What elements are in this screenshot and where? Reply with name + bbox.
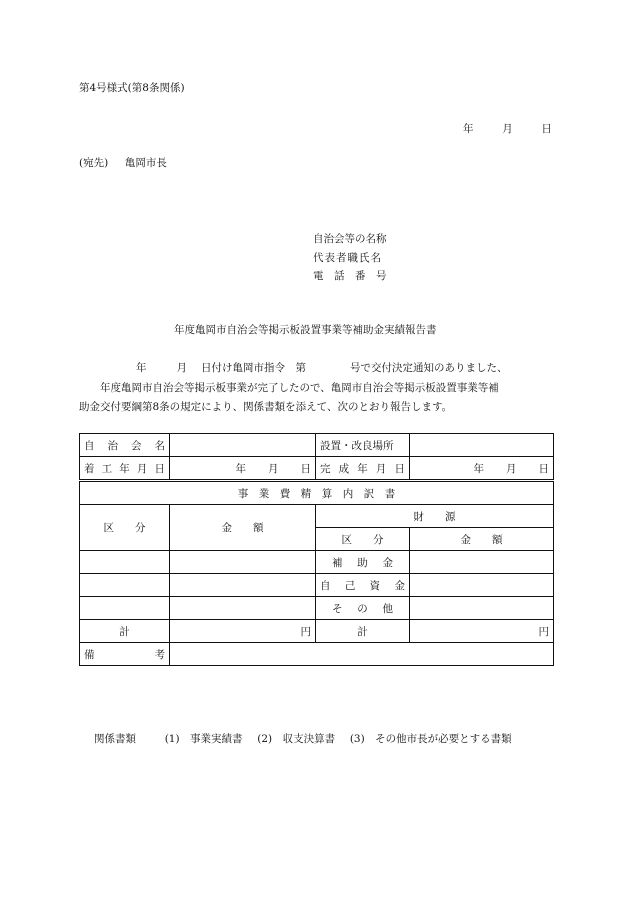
funding-row-label: 補助金 bbox=[316, 551, 410, 574]
body-line-2: 年度亀岡市自治会等掲示板事業が完了したので、亀岡市自治会等掲示板設置事業等補 bbox=[100, 382, 499, 394]
phone-label: 電 話 番 号 bbox=[313, 270, 387, 282]
assoc-name-label: 自 治 会 名 bbox=[80, 434, 170, 457]
section-title: 事 業 費 精 算 内 訳 書 bbox=[80, 481, 554, 505]
funding-amount-cell[interactable] bbox=[410, 597, 554, 620]
remarks-row bbox=[80, 643, 554, 666]
start-year-unit: 年 bbox=[235, 462, 246, 475]
remarks-label-right: 考 bbox=[154, 648, 165, 661]
date-line bbox=[463, 121, 552, 136]
amount-cell[interactable] bbox=[170, 551, 316, 574]
related-document-item: (1) 事業実績書 bbox=[164, 733, 243, 745]
header-row-1 bbox=[80, 505, 554, 528]
complete-date-field[interactable] bbox=[410, 457, 554, 481]
funding-amount-cell[interactable] bbox=[410, 551, 554, 574]
related-documents-label: 関係書類 bbox=[94, 733, 136, 745]
date-day-unit: 日 bbox=[541, 123, 552, 135]
report-table bbox=[79, 433, 554, 666]
date-year-unit: 年 bbox=[463, 123, 474, 135]
category-cell[interactable] bbox=[80, 597, 170, 620]
funding-amount-cell[interactable] bbox=[410, 574, 554, 597]
funding-total-label: 計 bbox=[316, 620, 410, 643]
total-amount[interactable]: 円 bbox=[170, 620, 316, 643]
amount-cell[interactable] bbox=[170, 597, 316, 620]
remarks-field[interactable] bbox=[170, 643, 554, 666]
body-line-1 bbox=[136, 360, 508, 375]
table-row bbox=[80, 551, 554, 574]
total-label: 計 bbox=[80, 620, 170, 643]
complete-day-unit: 日 bbox=[538, 462, 549, 475]
complete-month-unit: 月 bbox=[506, 462, 517, 475]
location-field[interactable] bbox=[410, 434, 554, 457]
complete-date-label: 完成年月日 bbox=[316, 457, 410, 481]
funding-row-label: その他 bbox=[316, 597, 410, 620]
addressee bbox=[79, 155, 167, 170]
start-month-unit: 月 bbox=[268, 462, 279, 475]
funding-total-amount[interactable]: 円 bbox=[410, 620, 554, 643]
related-document-item: (2) 収支決算書 bbox=[257, 733, 336, 745]
document-title: 年度亀岡市自治会等掲示板設置事業等補助金実績報告書 bbox=[174, 324, 437, 336]
date-row bbox=[80, 457, 554, 481]
body-month: 月 bbox=[176, 362, 187, 374]
category-cell[interactable] bbox=[80, 551, 170, 574]
assoc-name-field[interactable] bbox=[170, 434, 316, 457]
funding-row-label: 自己資金 bbox=[316, 574, 410, 597]
addressee-prefix: (宛先) bbox=[79, 157, 109, 169]
start-date-field[interactable] bbox=[170, 457, 316, 481]
section-title-row bbox=[80, 481, 554, 505]
addressee-name: 亀岡市長 bbox=[124, 157, 167, 169]
body-rest: 号で交付決定通知のありました、 bbox=[350, 362, 508, 374]
body-dated: 日付け亀岡市指令 第 bbox=[201, 362, 306, 374]
remarks-label-left: 備 bbox=[84, 648, 95, 661]
assoc-row bbox=[80, 434, 554, 457]
table-row bbox=[80, 574, 554, 597]
category-cell[interactable] bbox=[80, 574, 170, 597]
related-documents bbox=[94, 731, 512, 746]
representative-label: 代表者職氏名 bbox=[313, 252, 382, 264]
start-day-unit: 日 bbox=[300, 462, 311, 475]
category-header: 区 分 bbox=[80, 505, 170, 551]
form-number: 第4号様式(第8条関係) bbox=[79, 82, 185, 94]
location-label: 設置・改良場所 bbox=[316, 434, 410, 457]
date-month-unit: 月 bbox=[502, 123, 513, 135]
amount-header: 金 額 bbox=[170, 505, 316, 551]
funding-header: 財 源 bbox=[316, 505, 554, 528]
amount-cell[interactable] bbox=[170, 574, 316, 597]
org-name-label: 自治会等の名称 bbox=[313, 233, 387, 245]
body-line-3: 助金交付要綱第8条の規定により、関係書類を添えて、次のとおり報告します。 bbox=[79, 401, 453, 413]
funding-category-header: 区 分 bbox=[316, 528, 410, 551]
body-year: 年 bbox=[136, 362, 147, 374]
total-row bbox=[80, 620, 554, 643]
start-date-label: 着工年月日 bbox=[80, 457, 170, 481]
complete-year-unit: 年 bbox=[473, 462, 484, 475]
related-document-item: (3) その他市長が必要とする書類 bbox=[349, 733, 512, 745]
funding-amount-header: 金 額 bbox=[410, 528, 554, 551]
table-row bbox=[80, 597, 554, 620]
remarks-label bbox=[80, 643, 170, 666]
